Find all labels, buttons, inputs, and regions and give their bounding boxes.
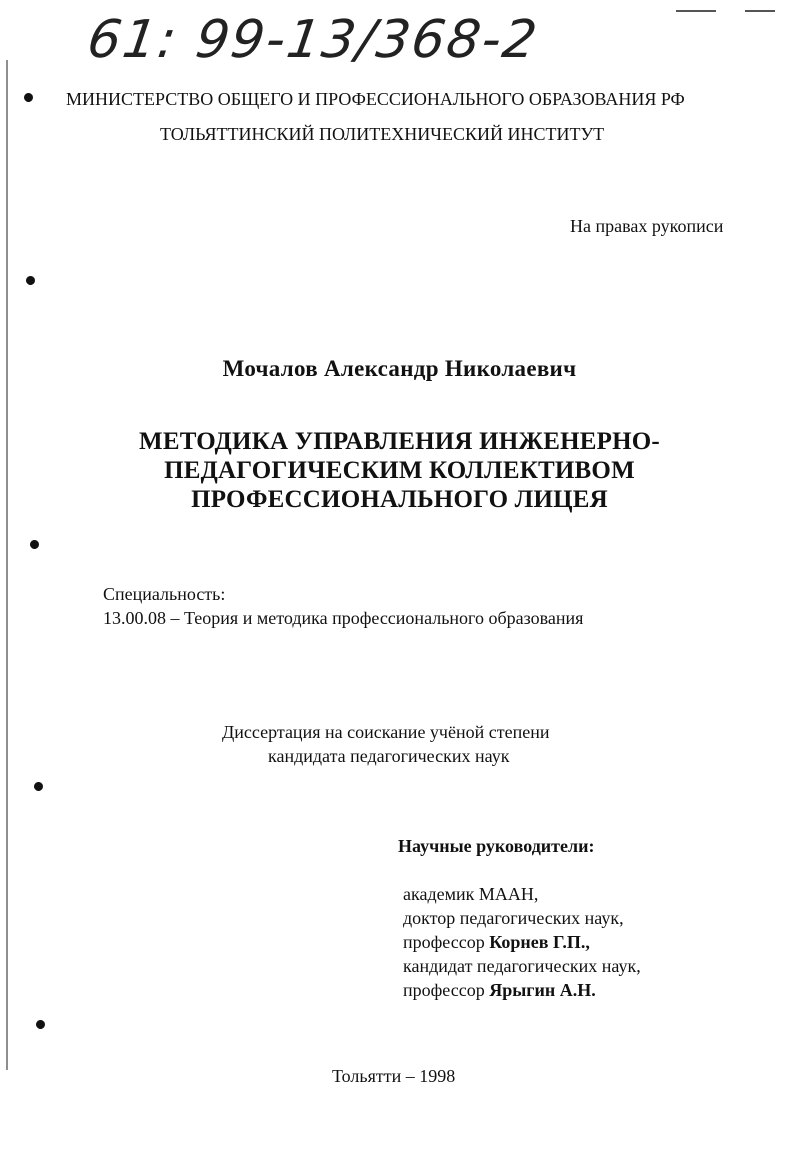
rights-note: На правах рукописи — [570, 216, 724, 236]
handwritten-code: 61: 99-13/368-2 — [83, 10, 543, 70]
scan-speck — [34, 1018, 46, 1030]
specialty-label: Специальность: — [103, 584, 226, 604]
thesis-degree-line2: кандидата педагогических наук — [268, 746, 510, 766]
scan-edge-top — [745, 10, 775, 12]
supervisor-line — [403, 978, 596, 1002]
institute-heading: ТОЛЬЯТТИНСКИЙ ПОЛИТЕХНИЧЕСКИЙ ИНСТИТУТ — [160, 124, 605, 144]
supervisor-name: Корнев Г.П. — [489, 932, 586, 952]
supervisor-line: кандидат педагогических наук, — [403, 956, 641, 976]
author-name: Мочалов Александр Николаевич — [222, 356, 577, 381]
ministry-heading: МИНИСТЕРСТВО ОБЩЕГО И ПРОФЕССИОНАЛЬНОГО ОБРАЗОВАНИЯ РФ — [66, 89, 685, 109]
scan-speck — [22, 91, 34, 103]
supervisor-title: профессор — [403, 932, 490, 952]
title-line: МЕТОДИКА УПРАВЛЕНИЯ ИНЖЕНЕРНО- — [139, 428, 660, 455]
supervisor-line: доктор педагогических наук, — [403, 908, 624, 928]
supervisors-heading: Научные руководители: — [398, 836, 595, 856]
supervisor-line: академик МААН, — [403, 884, 539, 904]
city-year: Тольятти – 1998 — [332, 1066, 456, 1086]
supervisor-punct: , — [585, 932, 590, 952]
supervisor-name: Ярыгин А.Н. — [489, 980, 596, 1000]
supervisor-line — [403, 930, 590, 954]
title-line: ПЕДАГОГИЧЕСКИМ КОЛЛЕКТИВОМ — [164, 457, 635, 484]
scan-speck — [32, 780, 44, 792]
specialty-line: 13.00.08 – Теория и методика профессионального образования — [103, 608, 584, 628]
scan-edge-top — [676, 10, 716, 12]
thesis-degree-line1: Диссертация на соискание учёной степени — [222, 722, 550, 742]
scan-speck — [24, 274, 36, 286]
supervisor-title: профессор — [403, 980, 490, 1000]
thesis-title — [0, 427, 799, 514]
scan-speck — [28, 538, 40, 550]
title-line: ПРОФЕССИОНАЛЬНОГО ЛИЦЕЯ — [191, 486, 608, 513]
scan-edge-left — [6, 60, 8, 1070]
